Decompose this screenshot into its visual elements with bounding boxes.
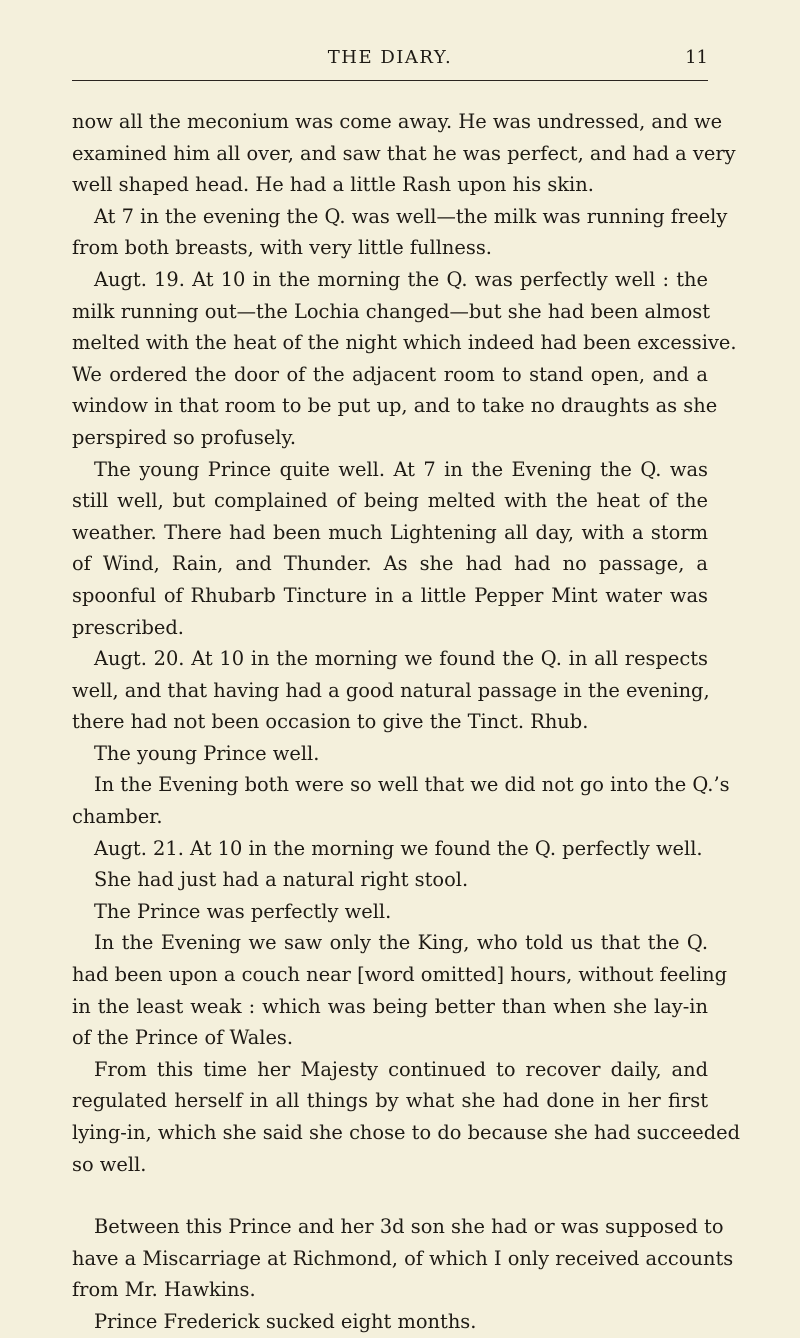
text-line: Prince Frederick sucked eight months. (94, 1309, 477, 1333)
text-line: From this time her Majesty continued to recover daily, and (94, 1057, 708, 1081)
text-line: perspired so profusely. (72, 425, 297, 449)
text-line: have a Miscarriage at Richmond, of which I only received accounts (72, 1246, 734, 1270)
text-line: spoonful of Rhubarb Tincture in a little Pepper Mint water was (72, 583, 708, 607)
text-line: so well. (72, 1152, 147, 1176)
page-body (72, 106, 741, 1338)
text-line: of Wind, Rain, and Thunder. As she had had no passage, a (72, 552, 708, 576)
text-line: there had not been occasion to give the Tinct. Rhub. (72, 710, 589, 734)
page-number: 11 (685, 47, 708, 68)
text-line: The young Prince well. (94, 741, 320, 765)
text-line: of the Prince of Wales. (72, 1026, 294, 1050)
text-line: At 7 in the evening the Q. was well—the milk was running freely (94, 204, 728, 228)
text-line: The young Prince quite well. At 7 in the Evening the Q. was (94, 457, 708, 481)
text-line: regulated herself in all things by what she had done in her first (72, 1089, 708, 1113)
text-line: in the least weak : which was being better than when she lay-in (72, 994, 708, 1018)
text-line: She had just had a natural right stool. (94, 868, 469, 892)
text-line: from Mr. Hawkins. (72, 1278, 256, 1302)
text-line: Augt. 21. At 10 in the morning we found the Q. perfectly well. (94, 836, 703, 860)
text-line: had been upon a couch near [word omitted] hours, without feeling (72, 963, 728, 987)
text-line: In the Evening we saw only the King, who told us that the Q. (94, 931, 708, 955)
text-line: The Prince was perfectly well. (94, 899, 392, 923)
page-header (72, 24, 708, 81)
text-line: examined him all over, and saw that he was perfect, and had a very (72, 141, 736, 165)
text-line: milk running out—the Lochia changed—but she had been almost (72, 299, 711, 323)
text-line: weather. There had been much Lightening all day, with a storm (72, 520, 708, 544)
text-line: prescribed. (72, 615, 184, 639)
text-line: lying-in, which she said she chose to do because she had succeeded (72, 1121, 741, 1144)
text-block-main (72, 106, 741, 1180)
text-line: chamber. (72, 805, 163, 829)
text-line: now all the meconium was come away. He was undressed, and we (72, 110, 723, 133)
text-line: We ordered the door of the adjacent room to stand open, and a (72, 362, 708, 386)
text-line: window in that room to be put up, and to take no draughts as she (72, 394, 718, 418)
paragraph-gap (72, 1180, 708, 1211)
running-title: THE DIARY. (327, 47, 453, 68)
text-line: melted with the heat of the night which indeed had been excessive. (72, 331, 737, 355)
text-line: Augt. 19. At 10 in the morning the Q. was perfectly well : the (94, 267, 708, 291)
text-line: In the Evening both were so well that we did not go into the Q.’s (94, 773, 730, 797)
text-block-closing (72, 1211, 734, 1337)
text-line: still well, but complained of being melted with the heat of the (72, 489, 708, 513)
text-line: Augt. 20. At 10 in the morning we found the Q. in all respects (94, 647, 708, 671)
text-line: well shaped head. He had a little Rash upon his skin. (72, 173, 594, 197)
text-line: Between this Prince and her 3d son she had or was supposed to (94, 1215, 724, 1239)
text-line: well, and that having had a good natural passage in the evening, (72, 678, 710, 702)
text-line: from both breasts, with very little fullness. (72, 236, 492, 260)
